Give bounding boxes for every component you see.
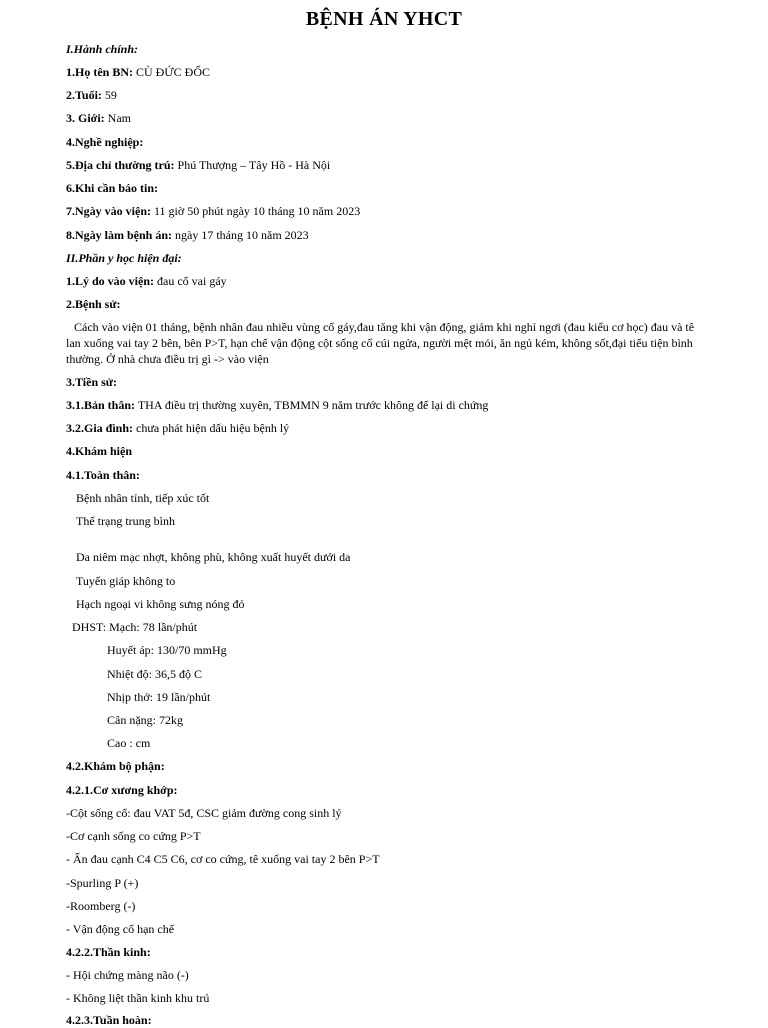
vital-signs-respiration: Nhịp thở: 19 lần/phút <box>107 690 211 704</box>
vital-signs-pulse: DHST: Mạch: 78 lần/phút <box>72 620 198 634</box>
address-label: 5.Địa chỉ thường trú: <box>66 158 175 172</box>
musculoskeletal-finding: -Cơ cạnh sống co cứng P>T <box>66 829 201 843</box>
circulation-label: 4.2.3.Tuần hoàn: <box>66 1013 152 1027</box>
record-date-value: ngày 17 tháng 10 năm 2023 <box>172 228 309 242</box>
history-label: 2.Bệnh sử: <box>66 297 121 311</box>
record-date-label: 8.Ngày làm bệnh án: <box>66 228 173 242</box>
family-history-value: chưa phát hiện dấu hiệu bệnh lý <box>133 421 290 435</box>
general-finding: Hạch ngoại vi không sưng nóng đỏ <box>76 597 245 611</box>
personal-history-label: 3.1.Bản thân: <box>66 398 136 412</box>
admission-label: 7.Ngày vào viện: <box>66 204 151 218</box>
reason-row <box>66 273 227 289</box>
vital-signs-weight: Cân nặng: 72kg <box>107 713 183 727</box>
section-administrative: I.Hành chính: <box>66 42 139 56</box>
patient-name-label: 1.Họ tên BN: <box>66 65 133 79</box>
musculoskeletal-finding: - Vận động cổ hạn chế <box>66 922 175 936</box>
neurology-label: 4.2.2.Thần kinh: <box>66 945 151 959</box>
admission-value: 11 giờ 50 phút ngày 10 tháng 10 năm 2023 <box>151 204 361 218</box>
address-row <box>66 157 330 173</box>
general-finding: Thể trạng trung bình <box>76 514 175 528</box>
musculoskeletal-finding: -Cột sống cổ: đau VAT 5đ, CSC giảm đường cong sinh lý <box>66 806 342 820</box>
history-text: Cách vào viện 01 tháng, bệnh nhân đau nhiều vùng cổ gáy,đau tăng khi vận động, giảm khi nghỉ ngơi (đau kiểu cơ học) đau và tê lan xuống vai tay 2 bên, bên P>T, hạn chế vận động cột sống cổ cúi ngửa, người mệt mỏi, ăn ngủ kém, không sốt,đại tiểu tiện bình thường. Ở nhà chưa điều trị gì -> vào viện <box>66 320 695 366</box>
musculoskeletal-finding: -Roomberg (-) <box>66 899 136 913</box>
sex-label: 3. Giới: <box>66 111 105 125</box>
general-finding: Bệnh nhân tỉnh, tiếp xúc tốt <box>76 491 210 505</box>
vital-signs-blood-pressure: Huyết áp: 130/70 mmHg <box>107 643 227 657</box>
general-exam-label: 4.1.Toàn thân: <box>66 468 140 482</box>
personal-history-row <box>66 397 488 413</box>
patient-name-row <box>66 64 210 80</box>
family-history-label: 3.2.Gia đình: <box>66 421 134 435</box>
admission-row <box>66 203 360 219</box>
address-value: Phú Thượng – Tây Hồ - Hà Nội <box>174 158 331 172</box>
vital-signs-temperature: Nhiệt độ: 36,5 độ C <box>107 667 202 681</box>
age-row <box>66 87 117 103</box>
musculoskeletal-finding: - Ấn đau cạnh C4 C5 C6, cơ co cứng, tê xuống vai tay 2 bên P>T <box>66 852 380 866</box>
age-value: 59 <box>101 88 117 102</box>
contact-label: 6.Khi cần báo tin: <box>66 181 159 195</box>
general-finding: Tuyến giáp không to <box>76 574 176 588</box>
neurology-finding: - Không liệt thần kinh khu trú <box>66 991 210 1005</box>
musculoskeletal-label: 4.2.1.Cơ xương khớp: <box>66 783 178 797</box>
sex-row <box>66 110 131 126</box>
contact-row <box>66 180 158 196</box>
document-title: BỆNH ÁN YHCT <box>305 8 463 30</box>
general-finding: Da niêm mạc nhợt, không phù, không xuất huyết dưới da <box>76 550 351 564</box>
reason-label: 1.Lý do vào viện: <box>66 274 155 288</box>
age-label: 2.Tuổi: <box>66 88 102 102</box>
reason-value: đau cổ vai gáy <box>154 274 227 288</box>
family-history-row <box>66 420 289 436</box>
examination-label: 4.Khám hiện <box>66 444 133 458</box>
past-history-label: 3.Tiền sử: <box>66 375 117 389</box>
musculoskeletal-finding: -Spurling P (+) <box>66 876 139 890</box>
personal-history-value: THA điều trị thường xuyên, TBMMN 9 năm trước không để lại di chứng <box>135 398 489 412</box>
section-modern-medicine: II.Phần y học hiện đại: <box>66 251 182 265</box>
sex-value: Nam <box>104 111 131 125</box>
patient-name-value: CÙ ĐỨC ĐỐC <box>133 65 210 79</box>
partial-exam-label: 4.2.Khám bộ phận: <box>66 759 165 773</box>
vital-signs-height: Cao : cm <box>107 736 151 750</box>
neurology-finding: - Hội chứng màng não (-) <box>66 968 189 982</box>
occupation-row <box>66 134 143 150</box>
record-date-row <box>66 227 309 243</box>
occupation-label: 4.Nghề nghiệp: <box>66 135 144 149</box>
